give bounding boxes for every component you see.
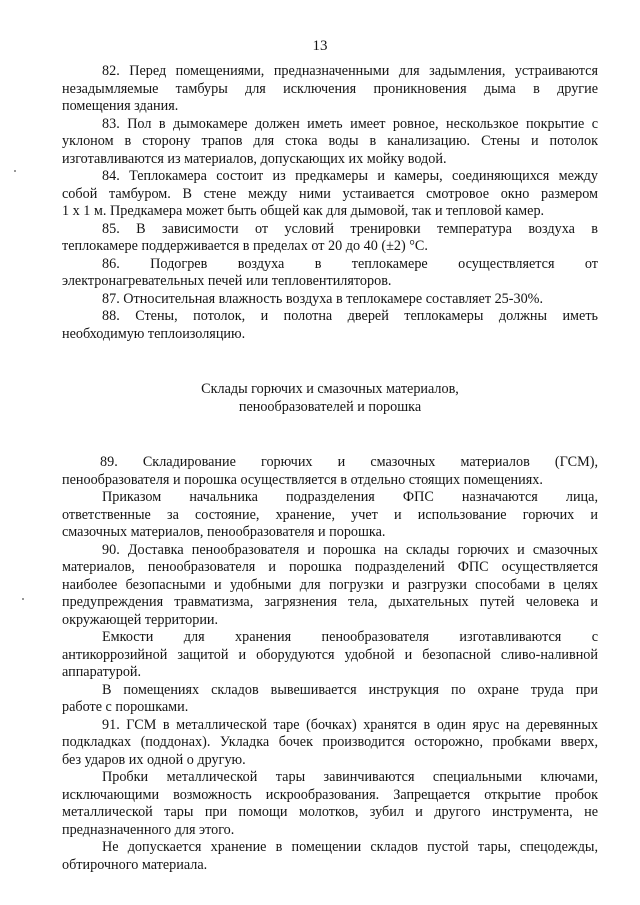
paragraph-90c-line-2: работе с порошками. [62,699,189,715]
paragraph-89b-line-1: Приказом начальника подразделения ФПС назначаются лица, [102,489,598,505]
paragraph-88-line-1: 88. Стены, потолок, и полотна дверей теплокамеры должны иметь [102,308,598,324]
paragraph-88-line-2: необходимую теплоизоляцию. [62,325,246,342]
section-title-line-1: Склады горючих и смазочных материалов, [201,381,459,397]
paragraph-82-line-1: 82. Перед помещениями, предназначенными для задымления, устраиваются [102,63,598,79]
paragraph-90c-line-1: В помещениях складов вывешивается инструкция по охране труда при [102,681,598,698]
paragraph-90b-line-3: аппаратурой. [62,664,142,680]
paragraph-82-line-2: незадымляемые тамбуры для исключения проникновения дыма в другие [62,80,598,97]
paragraph-84-line-2: собой тамбуром. В стене между ними устаивается смотровое окно размером [62,185,598,202]
section-title-line-2: пенообразователей и порошка [238,398,422,415]
paragraph-89b-line-2: ответственные за состояние, хранение, учет и использование горючих и [62,506,598,523]
paragraph-91c-line-1: Не допускается хранение в помещении складов пустой тары, спецодежды, [102,839,598,855]
scan-speck [22,598,24,600]
paragraph-82-line-3: помещения здания. [62,98,179,114]
paragraph-91-line-2: подкладках (поддонах). Укладка бочек производится осторожно, пробками вверх, [62,734,598,750]
paragraph-90-line-1: 90. Доставка пенообразователя и порошка на склады горючих и смазочных [102,541,598,558]
paragraph-85-line-1: 85. В зависимости от условий тренировки температура воздуха в [102,220,598,237]
paragraph-90b-line-1: Емкости для хранения пенообразователя изготавливаются с [102,629,598,645]
paragraph-91c-line-2: обтирочного материала. [62,856,208,873]
paragraph-90-line-2: материалов, пенообразователя и порошка подразделений ФПС осуществляется [62,559,598,575]
paragraph-91-line-3: без ударов их одной о другую. [62,751,246,768]
paragraph-83-line-1: 83. Пол в дымокамере должен иметь имеет ровное, нескользкое покрытие с [102,115,598,132]
paragraph-85-line-2: теплокамере поддерживается в пределах от 20 до 40 (±2) °С. [62,238,428,254]
paragraph-91b-line-2: исключающими возможность искрообразования. Запрещается открытие пробок [62,786,598,803]
paragraph-91-line-1: 91. ГСМ в металлической таре (бочках) хранятся в один ярус на деревянных [102,716,598,733]
paragraph-86-line-2: электронагревательных печей или тепловентиляторов. [62,273,392,289]
paragraph-90b-line-2: антикоррозийной защитой и оборудуются удобной и безопасной сливо-наливной [62,646,598,663]
paragraph-84-line-1: 84. Теплокамера состоит из предкамеры и камеры, соединяющихся между [102,168,598,184]
paragraph-83-line-3: изготавливаются из материалов, допускающих их мойку водой. [62,150,447,167]
paragraph-90-line-4: предупреждения травматизма, загрязнения тела, дыхательных путей человека и [62,594,598,610]
paragraph-91b-line-3: металлической тары при помощи молотков, зубил и другого инструмента, не [62,804,598,820]
paragraph-91b-line-4: предназначенного для этого. [62,821,235,838]
paragraph-91b-line-1: Пробки металлической тары завинчиваются специальными ключами, [102,769,598,785]
document-body [62,63,598,874]
page-number: 13 [312,38,328,54]
scan-speck [14,170,16,172]
paragraph-90-line-3: наиболее безопасными и удобными для погрузки и разгрузки способами в целях [62,576,598,593]
paragraph-90-line-5: окружающей территории. [62,611,219,628]
paragraph-89-line-2: пенообразователя и порошка осуществляется в отдельно стоящих помещениях. [62,471,543,488]
paragraph-89b-line-3: смазочных материалов, пенообразователя и порошка. [62,524,386,540]
paragraph-83-line-2: уклоном в сторону трапов для стока воды в канализацию. Стены и потолок [62,133,598,149]
paragraph-89-line-1: 89. Складирование горючих и смазочных материалов (ГСМ), [100,454,598,470]
paragraph-86-line-1: 86. Подогрев воздуха в теплокамере осуществляется от [102,255,598,272]
paragraph-87-line-1: 87. Относительная влажность воздуха в теплокамере составляет 25-30%. [102,290,544,307]
paragraph-84-line-3: 1 х 1 м. Предкамера может быть общей как для дымовой, так и тепловой камер. [62,203,545,219]
